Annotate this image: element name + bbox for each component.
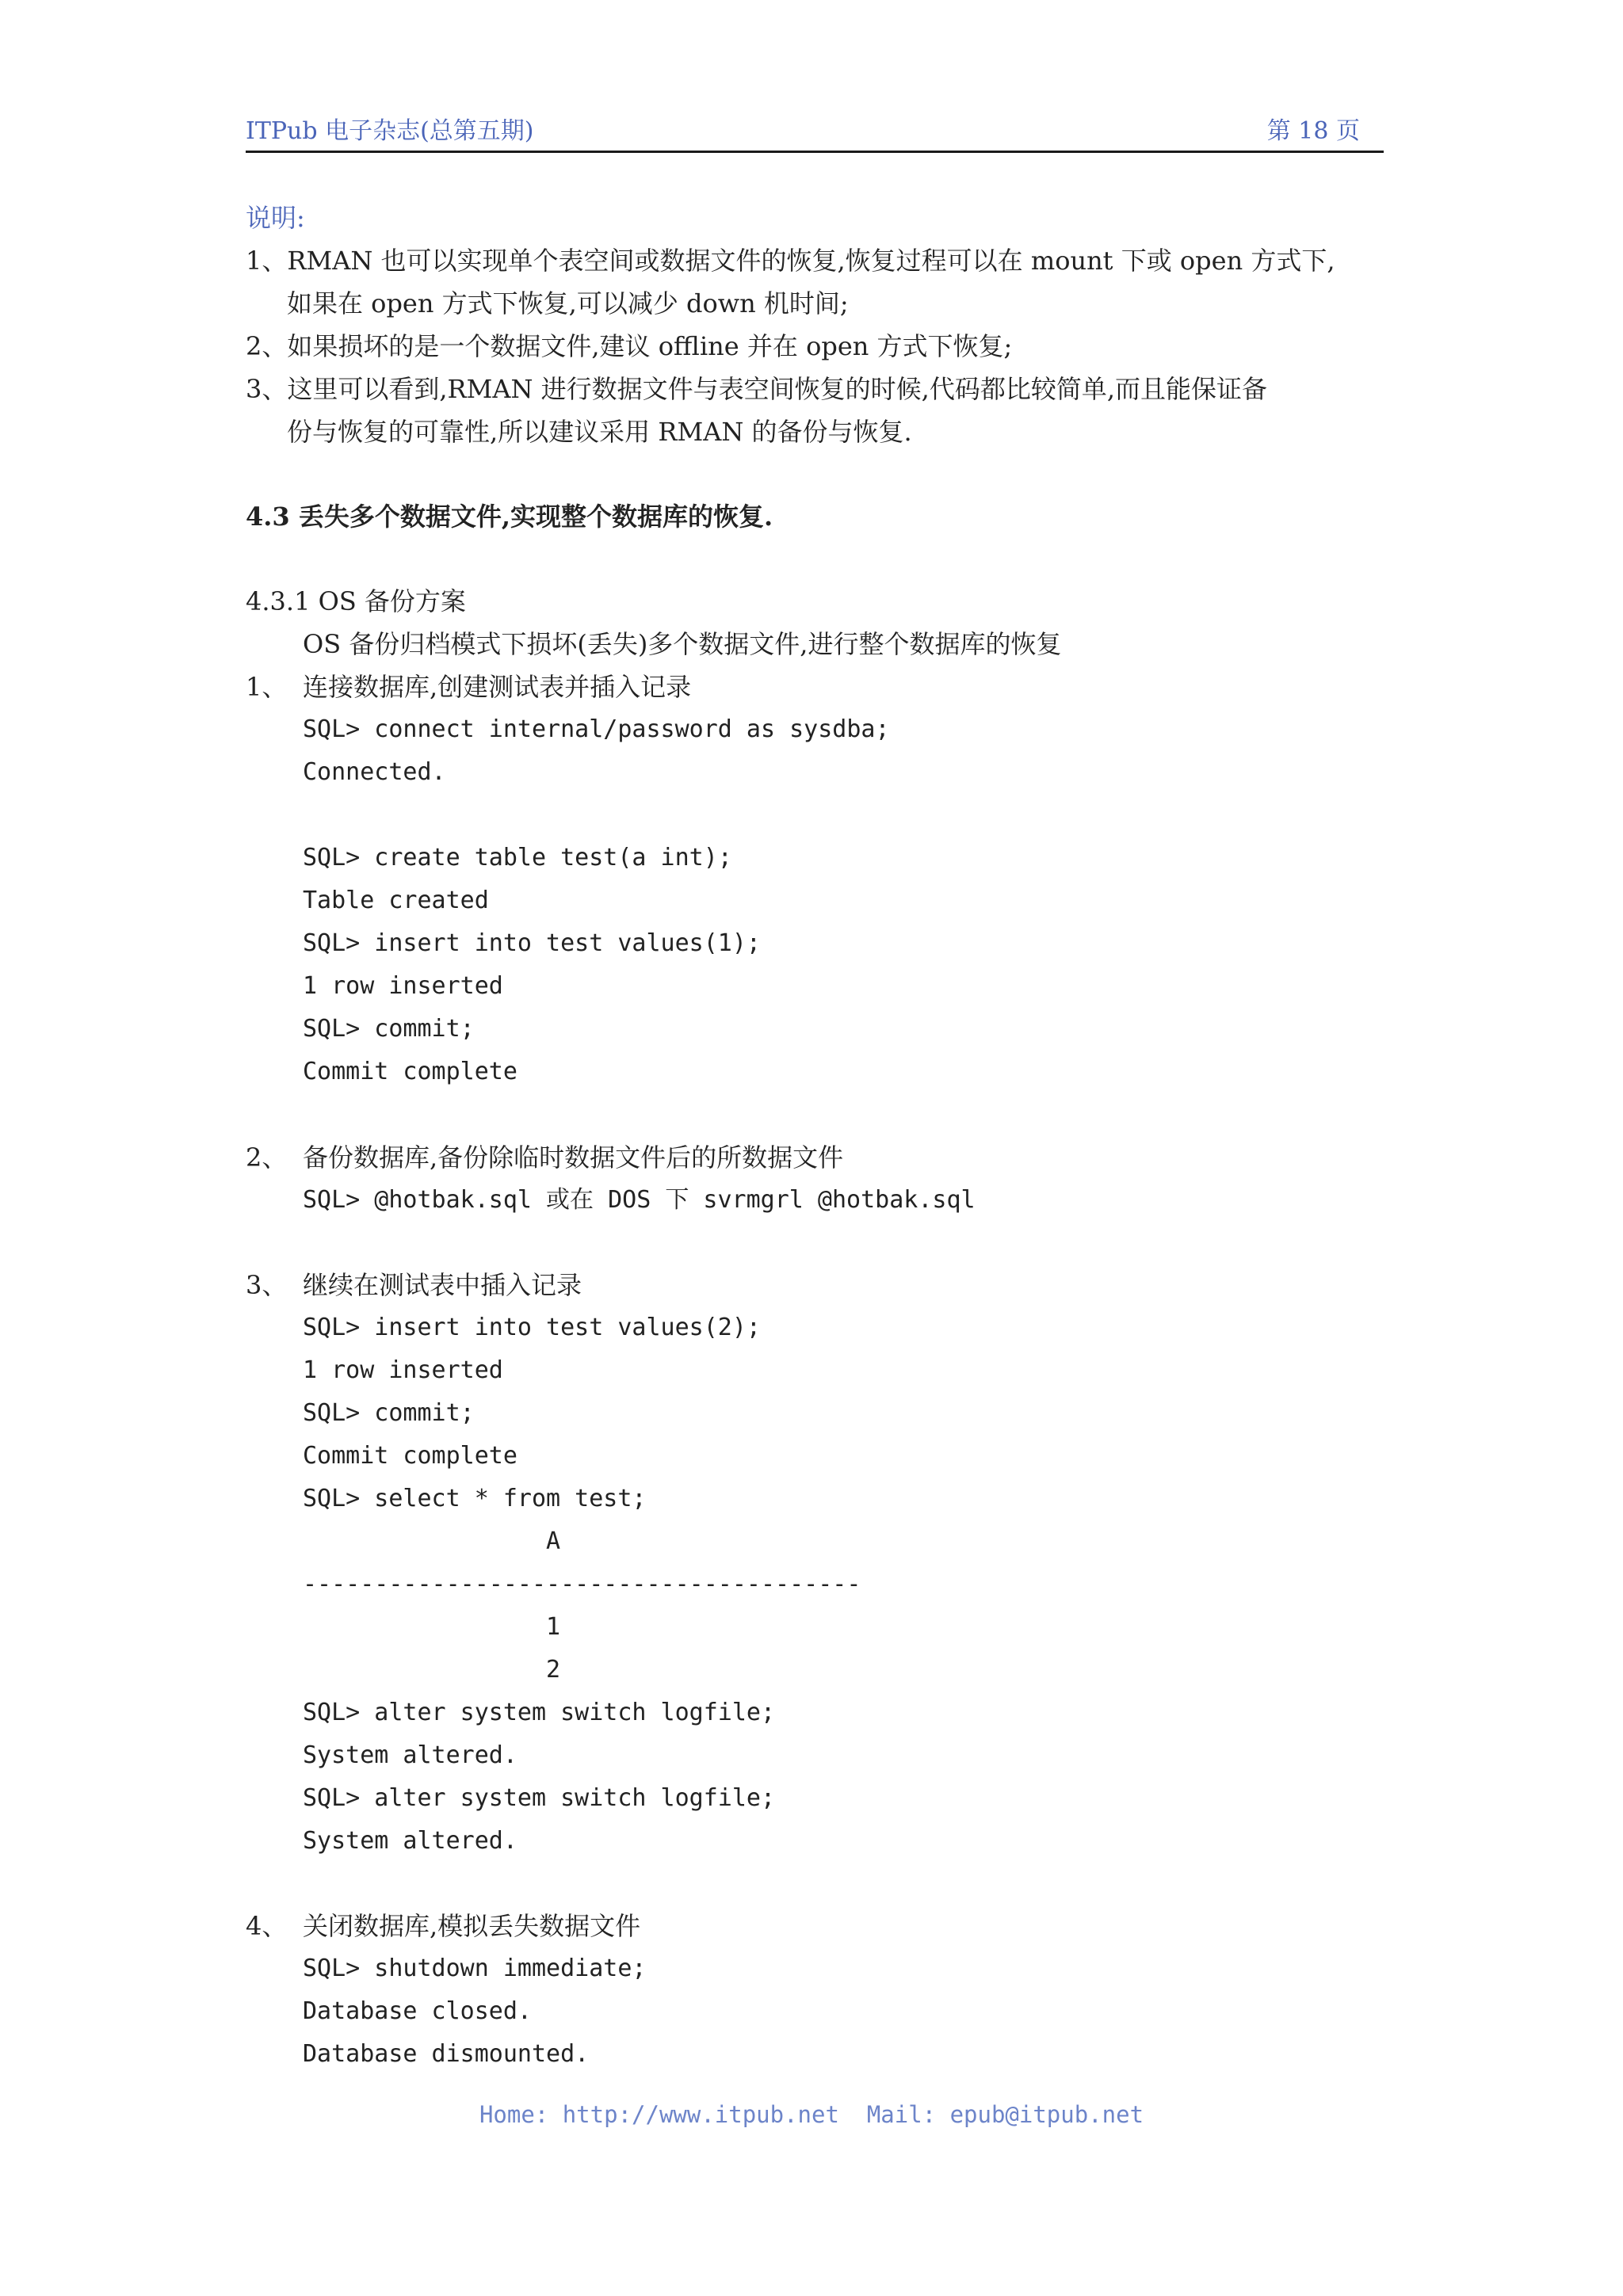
code-line: SQL> alter system switch logfile; [303,1784,776,1812]
step-title: 关闭数据库,模拟丢失数据文件 [303,1911,641,1941]
step-heading [246,671,691,703]
page-header [246,116,1384,153]
step-heading [246,1269,582,1301]
code-line: Database closed. [303,1997,532,2025]
code-line: 1 row inserted [303,1356,503,1384]
code-line: SQL> commit; [303,1399,475,1427]
step-heading [246,1142,843,1173]
code-line: Commit complete [303,1442,517,1470]
code-line: SQL> create table test(a int); [303,844,732,871]
code-line: System altered. [303,1741,517,1769]
note-heading: 说明: [246,203,305,233]
step-number: 2、 [246,1142,288,1173]
code-line: SQL> shutdown immediate; [303,1955,647,1982]
note-item-1: 1、RMAN 也可以实现单个表空间或数据文件的恢复,恢复过程可以在 mount 下或 open 方式下, [246,246,1335,276]
note-item-3-cont: 份与恢复的可靠性,所以建议采用 RMAN 的备份与恢复. [287,417,912,447]
code-line: Commit complete [303,1058,517,1085]
code-line: System altered. [303,1827,517,1855]
step-title: 继续在测试表中插入记录 [303,1270,582,1300]
subsection-heading: 4.3.1 OS 备份方案 [246,586,466,616]
subsection-intro: OS 备份归档模式下损坏(丢失)多个数据文件,进行整个数据库的恢复 [303,629,1062,659]
code-line: SQL> alter system switch logfile; [303,1699,776,1726]
code-line: 2 [303,1656,561,1684]
code-line: SQL> insert into test values(2); [303,1314,761,1341]
note-item-2: 2、如果损坏的是一个数据文件,建议 offline 并在 open 方式下恢复; [246,331,1013,361]
code-line: A [303,1527,561,1555]
code-line: Database dismounted. [303,2040,590,2068]
code-line: SQL> @hotbak.sql 或在 DOS 下 svrmgrl @hotbak.sql [303,1186,976,1214]
page-footer: Home: http://www.itpub.net Mail: epub@itpub.net [479,2101,1144,2128]
note-item-3: 3、这里可以看到,RMAN 进行数据文件与表空间恢复的时候,代码都比较简单,而且能保证备 [246,374,1268,404]
code-line: SQL> commit; [303,1015,475,1043]
step-number: 4、 [246,1911,288,1941]
note-item-1-cont: 如果在 open 方式下恢复,可以减少 down 机时间; [287,288,849,318]
code-line: 1 [303,1613,561,1641]
step-heading [246,1910,640,1942]
code-line: Connected. [303,758,446,786]
step-title: 连接数据库,创建测试表并插入记录 [303,672,692,702]
code-line: SQL> select * from test; [303,1485,647,1512]
code-line: Table created [303,887,489,914]
code-line: SQL> connect internal/password as sysdba; [303,715,890,743]
section-heading: 4.3 丢失多个数据文件,实现整个数据库的恢复. [246,502,773,532]
magazine-title: ITPub 电子杂志(总第五期) [246,117,534,145]
code-line: SQL> insert into test values(1); [303,929,761,957]
code-line: --------------------------------------- [303,1570,861,1598]
code-line: 1 row inserted [303,972,503,1000]
step-title: 备份数据库,备份除临时数据文件后的所数据文件 [303,1142,844,1173]
page-number: 第 18 页 [1266,117,1360,145]
step-number: 1、 [246,672,288,702]
step-number: 3、 [246,1270,288,1300]
